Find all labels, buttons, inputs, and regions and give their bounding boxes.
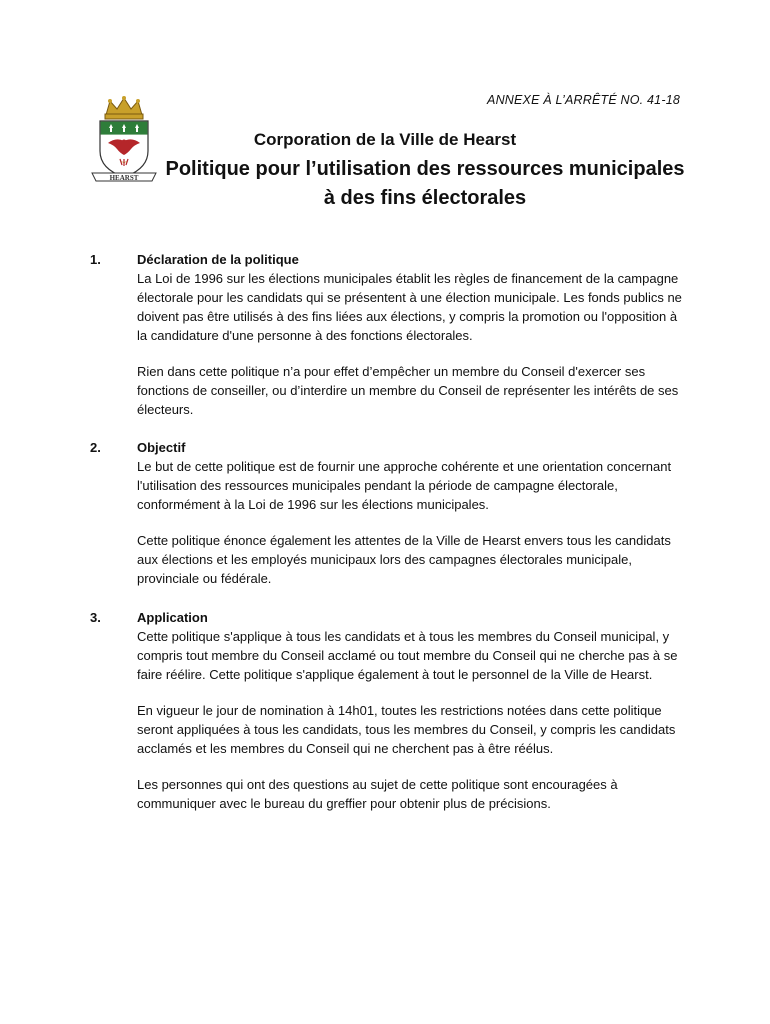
- title-line-2: à des fins électorales: [323, 187, 527, 209]
- section-paragraph: Cette politique énonce également les attentes de la Ville de Hearst envers tous les candidats aux élections et les employés municipaux lors des campagnes électorales municipale, provinciale ou fédérale.: [137, 533, 671, 586]
- section-heading: Application: [137, 610, 208, 625]
- section-content: [137, 608, 685, 813]
- title-line-1: Politique pour l’utilisation des ressources municipales: [165, 158, 685, 180]
- section-paragraph: Cette politique s'applique à tous les candidats et à tous les membres du Conseil municipal, y compris tout membre du Conseil acclamé ou tout membre du Conseil qui ne cherche pas à se faire réélire. Cette politique s'applique également à tout le personnel de la Ville de Hearst.: [137, 629, 678, 682]
- section-content: [137, 250, 685, 419]
- section-content: [137, 438, 685, 588]
- section-paragraph: Les personnes qui ont des questions au sujet de cette politique sont encouragées à communiquer avec le bureau du greffier pour obtenir plus de précisions.: [137, 777, 618, 811]
- crown-icon: [105, 96, 143, 119]
- section-heading: Objectif: [137, 440, 186, 455]
- section-heading: Déclaration de la politique: [137, 252, 299, 267]
- organization-name: Corporation de la Ville de Hearst: [253, 130, 517, 149]
- section-number: 3.: [90, 610, 101, 625]
- section-paragraph: Rien dans cette politique n’a pour effet d’empêcher un membre du Conseil d'exercer ses fonctions de conseiller, ou d’interdire un membre du Conseil de représenter les intérêts de ses électeurs.: [137, 364, 679, 417]
- annex-reference: ANNEXE À L’ARRÊTÉ NO. 41-18: [487, 93, 680, 107]
- section-paragraph: Le but de cette politique est de fournir une approche cohérente et une orientation concernant l'utilisation des ressources municipales pendant la période de campagne électorale, conformément à la Loi de 1996 sur les élections municipales.: [137, 459, 672, 512]
- page-title: [120, 155, 730, 213]
- section-number: 1.: [90, 252, 101, 267]
- banner-text: HEARST: [109, 174, 139, 182]
- section-paragraph: La Loi de 1996 sur les élections municipales établit les règles de financement de la campagne électorale pour les candidats qui se présentent à une élection municipale. Les fonds publics ne doivent pas être utilisés à des fins liées aux élections, y compris la promotion ou l'opposition à la candidature d'une personne à des fonctions électorales.: [137, 271, 682, 343]
- section-paragraph: En vigueur le jour de nomination à 14h01, toutes les restrictions notées dans cette politique seront appliquées à tous les candidats, tous les membres du Conseil, y compris les candidats acclamés et les membres du Conseil qui ne cherchent pas à être réélus.: [137, 703, 676, 756]
- section-number: 2.: [90, 440, 101, 455]
